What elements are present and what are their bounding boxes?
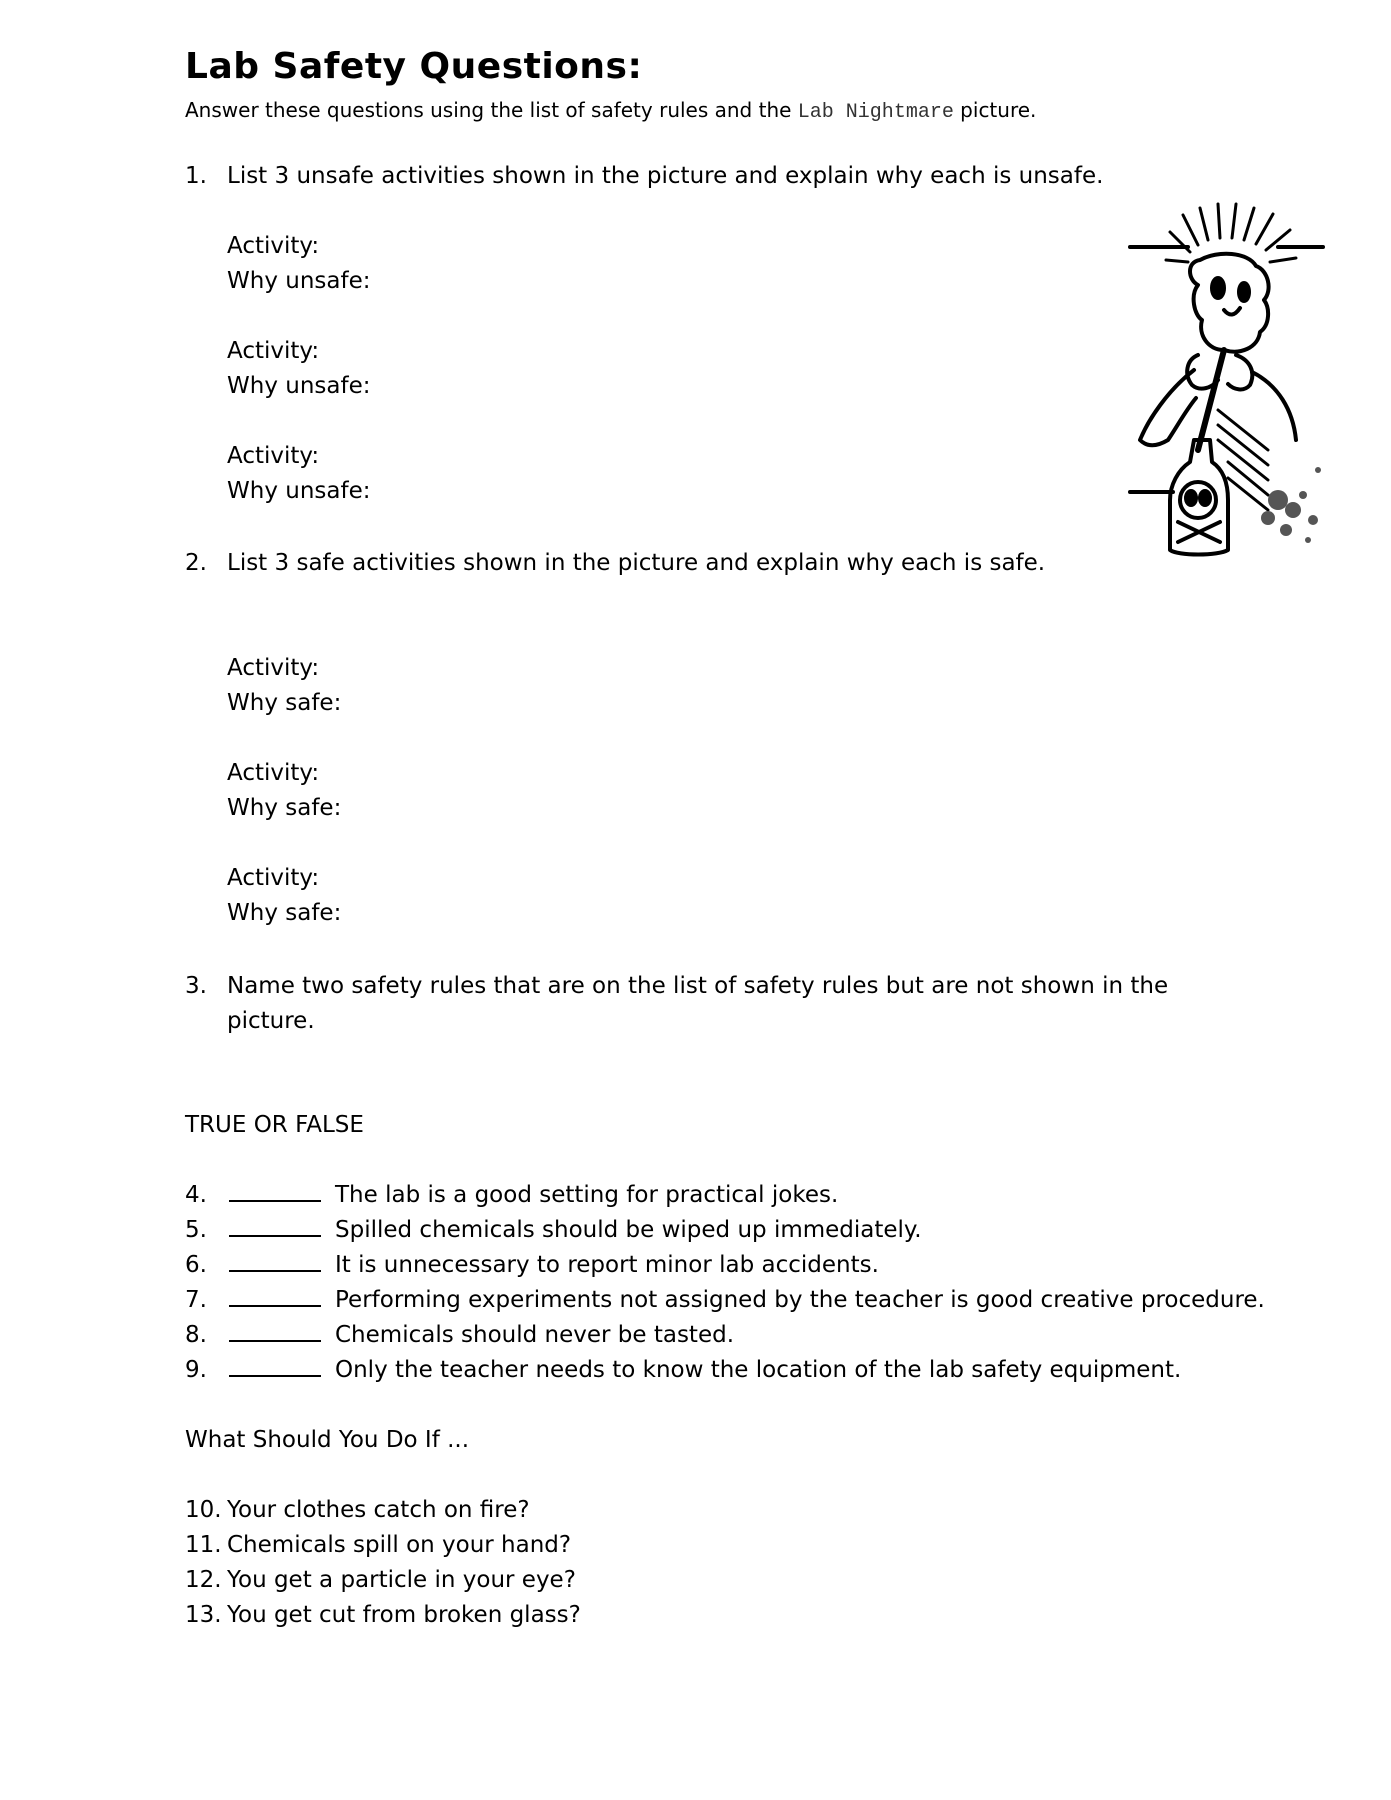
page-title: Lab Safety Questions: (185, 46, 643, 87)
q1-why-1: Why unsafe: (227, 268, 371, 294)
instructions (185, 98, 1036, 124)
q1-activity-3: Activity: (227, 443, 320, 469)
item-number: 7. (185, 1287, 207, 1313)
tf-item-7 (185, 1287, 1265, 1313)
q2-why-3: Why safe: (227, 900, 342, 926)
item-text: Spilled chemicals should be wiped up immediately. (335, 1217, 922, 1243)
answer-blank[interactable] (229, 1357, 321, 1377)
what-if-item-10 (185, 1497, 530, 1523)
q2-why-1: Why safe: (227, 690, 342, 716)
answer-blank[interactable] (229, 1182, 321, 1202)
item-text: You get a particle in your eye? (227, 1567, 576, 1593)
instructions-text: Answer these questions using the list of safety rules and the (185, 98, 798, 122)
item-number: 13. (185, 1602, 222, 1628)
answer-blank[interactable] (229, 1217, 321, 1237)
q2-why-2: Why safe: (227, 795, 342, 821)
what-if-item-11 (185, 1532, 571, 1558)
item-text: Chemicals should never be tasted. (335, 1322, 735, 1348)
q1-why-2: Why unsafe: (227, 373, 371, 399)
q1-why-3: Why unsafe: (227, 478, 371, 504)
question-2 (185, 550, 1045, 576)
item-number: 9. (185, 1357, 207, 1383)
question-number: 3. (185, 973, 207, 999)
instructions-tail: picture. (953, 98, 1037, 122)
item-number: 8. (185, 1322, 207, 1348)
q1-activity-1: Activity: (227, 233, 320, 259)
q2-activity-3: Activity: (227, 865, 320, 891)
answer-blank[interactable] (229, 1252, 321, 1272)
item-text: Performing experiments not assigned by the teacher is good creative procedure. (335, 1287, 1265, 1313)
item-number: 10. (185, 1497, 222, 1523)
question-3-continued: picture. (227, 1008, 315, 1034)
q2-activity-2: Activity: (227, 760, 320, 786)
item-number: 11. (185, 1532, 222, 1558)
what-if-item-13 (185, 1602, 581, 1628)
what-if-item-12 (185, 1567, 576, 1593)
item-number: 5. (185, 1217, 207, 1243)
item-text: It is unnecessary to report minor lab accidents. (335, 1252, 879, 1278)
item-number: 6. (185, 1252, 207, 1278)
true-false-heading: TRUE OR FALSE (185, 1112, 364, 1138)
item-text: Chemicals spill on your hand? (227, 1532, 572, 1558)
tf-item-5 (185, 1217, 922, 1243)
q2-activity-1: Activity: (227, 655, 320, 681)
item-text: Your clothes catch on fire? (227, 1497, 530, 1523)
tf-item-4 (185, 1182, 838, 1208)
item-text: You get cut from broken glass? (227, 1602, 581, 1628)
what-if-heading: What Should You Do If ... (185, 1427, 470, 1453)
question-1 (185, 163, 1103, 189)
item-number: 12. (185, 1567, 222, 1593)
question-text: List 3 unsafe activities shown in the picture and explain why each is unsafe. (227, 163, 1104, 189)
picture-name: Lab Nightmare (797, 101, 954, 124)
answer-blank[interactable] (229, 1322, 321, 1342)
question-number: 1. (185, 163, 207, 189)
tf-item-6 (185, 1252, 879, 1278)
question-text: List 3 safe activities shown in the picture and explain why each is safe. (227, 550, 1046, 576)
q1-activity-2: Activity: (227, 338, 320, 364)
question-number: 2. (185, 550, 207, 576)
tf-item-9 (185, 1357, 1181, 1383)
item-text: The lab is a good setting for practical jokes. (335, 1182, 839, 1208)
question-3 (185, 973, 1168, 999)
answer-blank[interactable] (229, 1287, 321, 1307)
tf-item-8 (185, 1322, 734, 1348)
item-number: 4. (185, 1182, 207, 1208)
lab-nightmare-cartoon-icon (1128, 200, 1328, 558)
item-text: Only the teacher needs to know the location of the lab safety equipment. (335, 1357, 1182, 1383)
question-text: Name two safety rules that are on the list of safety rules but are not shown in the (227, 973, 1169, 999)
